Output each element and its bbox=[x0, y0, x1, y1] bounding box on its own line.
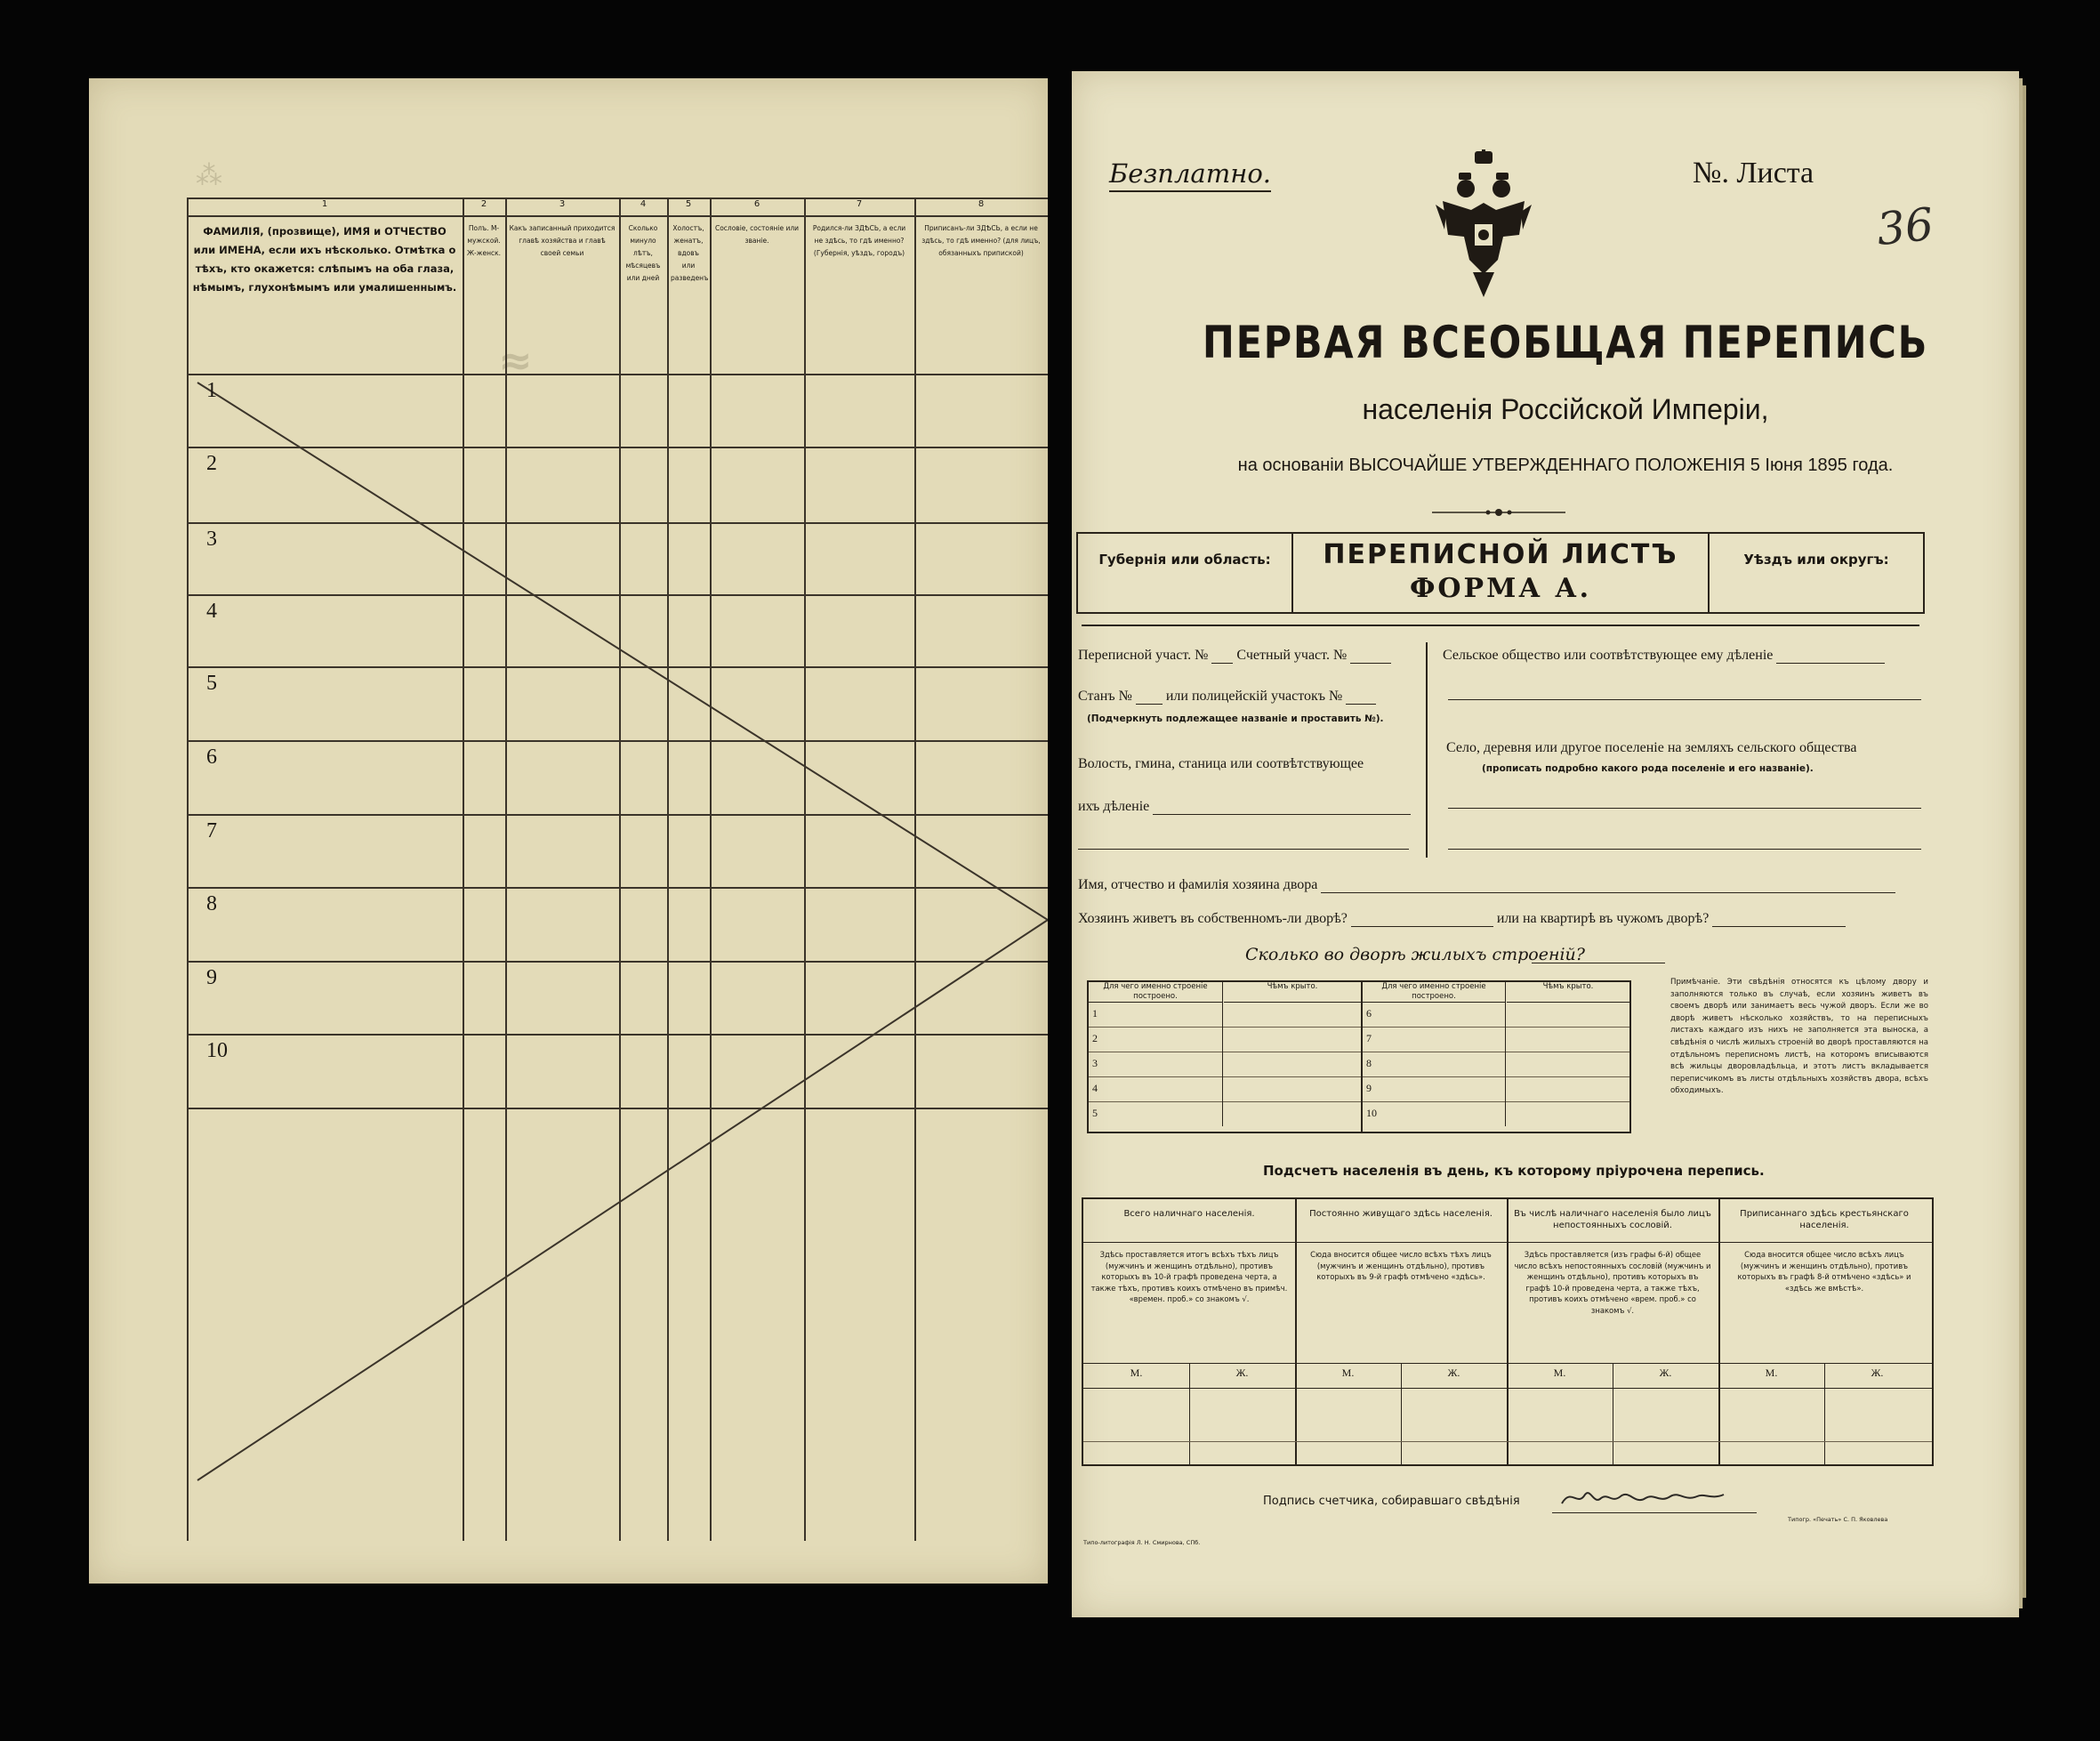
female-label: Ж. bbox=[1871, 1366, 1884, 1379]
column-header: Полъ. М-мужской. Ж-женск. bbox=[466, 224, 502, 257]
table-row-line bbox=[187, 1034, 1048, 1036]
police-district-label: или полицейскій участокъ № bbox=[1165, 689, 1343, 704]
row-number: 8 bbox=[1366, 1057, 1372, 1069]
table-row-line bbox=[187, 740, 1048, 742]
signature-line[interactable] bbox=[1552, 1512, 1757, 1513]
table-row-line bbox=[187, 447, 1048, 448]
rural-society-field[interactable] bbox=[1443, 648, 1885, 664]
or-apartment-label: или на квартирѣ въ чужомъ дворѣ? bbox=[1496, 911, 1710, 926]
buildings-row[interactable] bbox=[1089, 1052, 1361, 1077]
column-number: 1 bbox=[321, 199, 328, 209]
table-row-line bbox=[187, 215, 1048, 217]
column-header: Сколько минуло лѣтъ, мѣсяцевъ или дней bbox=[625, 224, 661, 282]
female-label: Ж. bbox=[1447, 1366, 1460, 1379]
column-header: ФАМИЛІЯ, (прозвище), ИМЯ и ОТЧЕСТВО или ИМЕНА, если ихъ нѣсколько. Отмѣтка о тѣхъ, кто окажется: слѣпымъ на оба глаза, нѣмымъ, глухонѣмымъ или умалишеннымъ. bbox=[192, 225, 457, 294]
male-label: М. bbox=[1765, 1366, 1778, 1379]
buildings-row[interactable] bbox=[1089, 1076, 1361, 1102]
row-number: 7 bbox=[1366, 1032, 1372, 1044]
household-members-table bbox=[187, 197, 1048, 1541]
guberniya-cell[interactable] bbox=[1078, 534, 1293, 612]
table-row-line bbox=[187, 594, 1048, 596]
sheet-title: ПЕРЕПИСНОЙ ЛИСТЪ bbox=[1323, 539, 1678, 570]
cancel-diagonal bbox=[187, 197, 1048, 1541]
row-number: 10 bbox=[1366, 1107, 1377, 1119]
col-divider bbox=[1295, 1199, 1297, 1464]
row-number: 5 bbox=[206, 672, 217, 695]
row-number: 1 bbox=[1092, 1007, 1098, 1020]
row-number: 6 bbox=[206, 746, 217, 769]
col-divider bbox=[1718, 1199, 1720, 1464]
female-label: Ж. bbox=[1659, 1366, 1672, 1379]
ornament-divider bbox=[1432, 504, 1565, 521]
column-number: 2 bbox=[480, 199, 487, 209]
printer-imprint: Типогр. «Печать» С. П. Яковлева bbox=[1788, 1516, 1888, 1523]
table-column-line bbox=[804, 197, 806, 1541]
bt-col-number-header: Для чего именно строеніе построено. bbox=[1089, 982, 1223, 1003]
table-column-line bbox=[187, 197, 189, 1541]
row-number: 3 bbox=[206, 528, 217, 551]
row-number: 2 bbox=[206, 452, 217, 475]
table-column-line bbox=[463, 197, 464, 1541]
village-note: (прописать подробно какого рода поселеніе и его названіе). bbox=[1482, 763, 1814, 774]
buildings-row[interactable] bbox=[1363, 1052, 1629, 1077]
table-row-line bbox=[187, 666, 1048, 668]
table-row-line bbox=[187, 1108, 1048, 1109]
row-divider bbox=[1083, 1388, 1932, 1389]
owner-name-field[interactable] bbox=[1078, 877, 1895, 893]
row-number: 4 bbox=[1092, 1082, 1098, 1094]
header-underline bbox=[1082, 625, 1919, 626]
census-title: ПЕРВАЯ ВСЕОБЩАЯ ПЕРЕПИСЬ bbox=[1202, 317, 1929, 368]
printer-imprint: Типо-литографія Л. Н. Смирнова, СПб. bbox=[1083, 1539, 1201, 1546]
column-header: Родился-ли ЗДѢСЬ, а если не здѣсь, то гдѣ именно? (Губернія, уѣздъ, городъ) bbox=[812, 224, 906, 257]
row-number: 5 bbox=[1092, 1107, 1098, 1119]
bt-col-number-header: Для чего именно строеніе построено. bbox=[1363, 982, 1506, 1003]
male-label: М. bbox=[1341, 1366, 1355, 1379]
table-column-line bbox=[710, 197, 712, 1541]
village-label: Село, деревня или другое поселеніе на земляхъ сельского общества bbox=[1446, 740, 1857, 755]
count-col-desc: Здѣсь проставляется (изъ графы 6-й) общее число всѣхъ непостоянныхъ сословій (мужчинъ и женщинъ отдѣльно), противъ которыхъ въ графѣ 10-й проведена черта, а также тѣхъ, противъ коихъ отмѣчено «врем. проб.» со знакомъ √. bbox=[1514, 1250, 1711, 1315]
column-header: Приписанъ-ли ЗДѢСЬ, а если не здѣсь, то гдѣ именно? (для лицъ, обязанныхъ припиской) bbox=[921, 224, 1041, 257]
uezd-label: Уѣздъ или округъ: bbox=[1743, 552, 1889, 568]
count-col-desc: Здѣсь проставляется итогъ всѣхъ тѣхъ лицъ (мужчинъ и женщинъ отдѣльно), противъ которыхъ въ 10-й графѣ проведена черта, а также тѣхъ, противъ коихъ отмѣчено въ примѣч. «времен. проб.» со знакомъ √. bbox=[1090, 1250, 1288, 1303]
count-col-header: Всего наличнаго населенія. bbox=[1123, 1209, 1255, 1219]
volost-label: Волость, гмина, станица или соотвѣтствующее bbox=[1078, 756, 1364, 771]
form-label: ФОРМА А. bbox=[1409, 573, 1592, 604]
bt-col-roof-header: Чѣмъ крыто. bbox=[1507, 982, 1629, 1003]
column-header: Холостъ, женатъ, вдовъ или разведенъ bbox=[671, 224, 709, 282]
column-number: 6 bbox=[753, 199, 760, 209]
row-number: 4 bbox=[206, 600, 217, 623]
owner-name-label: Имя, отчество и фамилія хозяина двора bbox=[1078, 877, 1318, 892]
male-label: М. bbox=[1553, 1366, 1566, 1379]
buildings-question: Сколько во дворѣ жилыхъ строеній? bbox=[1245, 945, 1585, 964]
female-label: Ж. bbox=[1235, 1366, 1249, 1379]
table-column-line bbox=[505, 197, 507, 1541]
census-basis: на основаніи ВЫСОЧАЙШЕ УТВЕРЖДЕННАГО ПОЛОЖЕНІЯ 5 Іюня 1895 года. bbox=[1237, 455, 1894, 475]
row-number: 6 bbox=[1366, 1007, 1372, 1020]
owner-lives-label: Хозяинъ живетъ въ собственномъ-ли дворѣ? bbox=[1078, 911, 1348, 926]
signature-label: Подпись счетчика, собиравшаго свѣдѣнія bbox=[1263, 1495, 1520, 1508]
volost-cont-label: ихъ дѣленіе bbox=[1078, 799, 1150, 814]
buildings-row[interactable] bbox=[1089, 1101, 1361, 1126]
row-number: 9 bbox=[1366, 1082, 1372, 1094]
table-row-line bbox=[187, 522, 1048, 524]
column-number: 8 bbox=[978, 199, 985, 209]
row-divider bbox=[1083, 1242, 1932, 1243]
handwritten-signature bbox=[1558, 1484, 1727, 1511]
row-number: 7 bbox=[206, 819, 217, 842]
bt-col-roof-header: Чѣмъ крыто. bbox=[1224, 982, 1361, 1003]
bleed-through: ⁂ bbox=[196, 160, 222, 191]
buildings-table-left bbox=[1087, 980, 1363, 1133]
free-label: Безплатно. bbox=[1109, 158, 1271, 192]
table-row-line bbox=[187, 814, 1048, 816]
census-subtitle: населенія Россійской Имперіи, bbox=[1362, 393, 1769, 425]
row-divider bbox=[1083, 1441, 1932, 1442]
table-row-line bbox=[187, 887, 1048, 889]
row-number: 9 bbox=[206, 966, 217, 989]
count-col-header: Въ числѣ наличнаго населенія было лицъ непостоянныхъ сословій. bbox=[1514, 1209, 1711, 1230]
buildings-row[interactable] bbox=[1363, 1027, 1629, 1052]
sheet-header-box bbox=[1076, 532, 1925, 614]
census-district-field[interactable] bbox=[1078, 648, 1391, 664]
column-number: 4 bbox=[640, 199, 647, 209]
fields-divider bbox=[1426, 642, 1428, 858]
uezd-cell[interactable] bbox=[1708, 534, 1923, 612]
male-label: М. bbox=[1130, 1366, 1143, 1379]
count-col-header: Постоянно живущаго здѣсь населенія. bbox=[1309, 1209, 1493, 1219]
rural-society-label: Сельское общество или соотвѣтствующее ему дѣленіе bbox=[1443, 648, 1774, 663]
column-header: Какъ записанный приходится главѣ хозяйства и главѣ своей семьи bbox=[509, 224, 616, 257]
row-number: 2 bbox=[1092, 1032, 1098, 1044]
population-count-title: Подсчетъ населенія въ день, къ которому пріурочена перепись. bbox=[1263, 1163, 1765, 1179]
count-col-desc: Сюда вносится общее число всѣхъ тѣхъ лицъ (мужчинъ и женщинъ отдѣльно), противъ которыхъ въ 9-й графѣ отмѣчено «здѣсь». bbox=[1310, 1250, 1492, 1281]
buildings-row[interactable] bbox=[1363, 1101, 1629, 1126]
table-column-line bbox=[667, 197, 669, 1541]
buildings-row[interactable] bbox=[1089, 1027, 1361, 1052]
census-district-label: Переписной участ. № bbox=[1078, 648, 1209, 663]
buildings-row[interactable] bbox=[1363, 1002, 1629, 1028]
volost-field[interactable] bbox=[1078, 799, 1411, 815]
buildings-table-right bbox=[1361, 980, 1631, 1133]
stan-note: (Подчеркнуть подлежащее названіе и проставить №). bbox=[1087, 713, 1384, 724]
sheet-number-label: №. Листа bbox=[1693, 157, 1814, 189]
row-number: 3 bbox=[1092, 1057, 1098, 1069]
column-number: 3 bbox=[559, 199, 566, 209]
sheet-number-handwritten: 36 bbox=[1874, 197, 1936, 256]
buildings-row[interactable] bbox=[1089, 1002, 1361, 1028]
volost-extra-line bbox=[1078, 849, 1409, 850]
column-header: Сословіе, состояніе или званіе. bbox=[714, 224, 800, 245]
row-number: 1 bbox=[206, 379, 217, 402]
rural-society-line bbox=[1448, 699, 1921, 700]
bleed-through: ≈ bbox=[498, 336, 533, 384]
stan-field[interactable] bbox=[1078, 689, 1376, 705]
buildings-note: Примѣчаніе. Эти свѣдѣнія относятся къ цѣлому двору и заполняются только въ случаѣ, если хозяинъ живетъ въ своемъ дворѣ или занимаетъ весь чужой дворъ. Если же во дворѣ живетъ нѣсколько хозяйствъ, то на переписныхъ листахъ каждаго изъ нихъ не заполняется эта выноска, а свѣдѣнія о числѣ жилыхъ строеній во дворѣ проставляются на отдѣльномъ переписномъ листѣ, на которомъ вписываются всѣ жильцы дворовладѣльца, и этотъ листъ вкладывается переписчикомъ въ листы отдѣльныхъ хозяйствъ двора, всѣхъ обходимыхъ. bbox=[1670, 978, 1928, 1096]
col-divider bbox=[1507, 1199, 1509, 1464]
column-number: 5 bbox=[685, 199, 692, 209]
table-column-line bbox=[914, 197, 916, 1541]
buildings-row[interactable] bbox=[1363, 1076, 1629, 1102]
row-number: 10 bbox=[206, 1039, 228, 1062]
stan-label: Станъ № bbox=[1078, 689, 1132, 704]
row-number: 8 bbox=[206, 892, 217, 915]
owner-lives-field[interactable] bbox=[1078, 911, 1846, 927]
double-headed-eagle-icon bbox=[1434, 149, 1533, 301]
table-column-line bbox=[619, 197, 621, 1541]
population-count-table bbox=[1082, 1197, 1934, 1466]
counting-district-label: Счетный участ. № bbox=[1236, 648, 1348, 663]
village-line-1 bbox=[1448, 808, 1921, 809]
village-line-2 bbox=[1448, 849, 1921, 850]
column-number: 7 bbox=[856, 199, 863, 209]
table-row-line bbox=[187, 374, 1048, 375]
row-divider bbox=[1083, 1363, 1932, 1364]
count-col-desc: Сюда вносится общее число всѣхъ лицъ (мужчинъ и женщинъ отдѣльно), противъ которыхъ въ графѣ 8-й отмѣчено «здѣсь» и «здѣсь же вмѣстѣ». bbox=[1737, 1250, 1911, 1293]
guberniya-label: Губернія или область: bbox=[1098, 552, 1271, 568]
table-row-line bbox=[187, 961, 1048, 963]
count-col-header: Приписаннаго здѣсь крестьянскаго населенія. bbox=[1740, 1209, 1909, 1230]
